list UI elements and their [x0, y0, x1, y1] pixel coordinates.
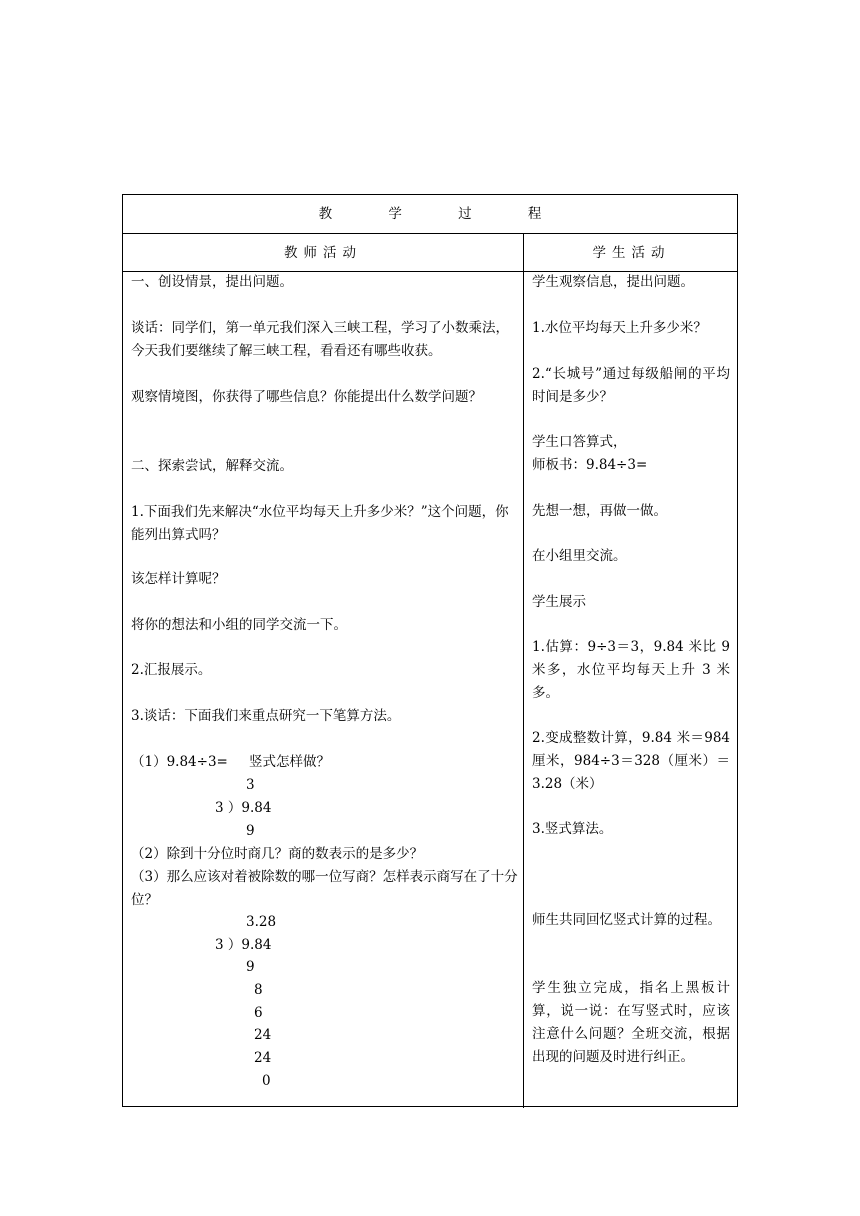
student-think-first: 先想一想，再做一做。 [532, 503, 667, 519]
teacher-question-3: （3）那么应该对着被除数的哪一位写商？怎样表示商写在了十分位？ [131, 869, 518, 908]
division-2-divisor: 3 ）9.84 [215, 937, 272, 953]
table-header-row [123, 234, 737, 272]
student-group-talk: 在小组里交流。 [532, 548, 627, 564]
teacher-section-1-heading: 一、创设情景，提出问题。 [131, 274, 293, 290]
division-2-quotient: 3.28 [246, 914, 277, 930]
column-divider [523, 234, 524, 1108]
division-2-step-5: 24 [254, 1050, 272, 1066]
student-activity-header: 学生活动 [592, 245, 671, 261]
teacher-report-step: 2.汇报展示。 [131, 662, 212, 678]
table-title: 教 学 过 程 [123, 195, 737, 234]
teacher-expr-1-question: 竖式怎样做？ [249, 754, 330, 770]
division-2-step-3: 6 [254, 1005, 263, 1021]
student-recall: 师生共同回忆竖式计算的过程。 [532, 912, 721, 928]
teacher-activity-header: 教师活动 [284, 245, 362, 261]
teacher-intro-talk: 谈话：同学们，第一单元我们深入三峡工程，学习了小数乘法，今天我们要继续了解三峡工程，看看还有哪些收获。 [131, 320, 509, 359]
teacher-discuss-prompt: 将你的想法和小组的同学交流一下。 [131, 617, 347, 633]
student-question-2: 2.“长城号”通过每级船闸的平均时间是多少？ [532, 366, 730, 405]
division-2-step-1: 9 [246, 959, 255, 975]
student-integer-method: 2.变成整数计算，9.84 米＝984 厘米，984÷3＝328（厘米）＝3.28（米） [532, 730, 730, 792]
student-board-expr: 师板书：9.84÷3= [532, 457, 648, 473]
division-2-remainder: 0 [262, 1073, 271, 1089]
teaching-process-table [122, 194, 738, 1107]
teacher-how-to-calc: 该怎样计算呢？ [131, 571, 226, 587]
teacher-question-2: （2）除到十分位时商几？商的数表示的是多少？ [131, 846, 424, 862]
division-1-quotient: 3 [246, 777, 255, 793]
student-show: 学生展示 [532, 594, 586, 610]
student-vertical-method: 3.竖式算法。 [532, 821, 613, 837]
teacher-observe-prompt: 观察情境图，你获得了哪些信息？你能提出什么数学问题？ [131, 389, 482, 405]
teacher-section-2-heading: 二、探索尝试，解释交流。 [131, 458, 293, 474]
student-independent-work: 学生独立完成，指名上黑板计算，说一说：在写竖式时，应该注意什么问题？全班交流，根据出现的问题及时进行纠正。 [532, 980, 730, 1065]
teacher-focus-talk: 3.谈话：下面我们来重点研究一下笔算方法。 [131, 708, 401, 724]
student-estimate: 1.估算：9÷3＝3，9.84 米比 9 米多，水位平均每天上升 3 米多。 [532, 639, 730, 701]
division-1-step: 9 [246, 823, 255, 839]
division-2-step-4: 24 [254, 1027, 272, 1043]
student-oral-expr: 学生口答算式， [532, 434, 627, 450]
teacher-question-1: 1.下面我们先来解决“水位平均每天上升多少米？”这个问题，你能列出算式吗？ [131, 504, 509, 543]
student-question-1: 1.水位平均每天上升多少米？ [532, 320, 707, 336]
division-1-divisor: 3 ）9.84 [215, 800, 272, 816]
teacher-expr-1: （1）9.84÷3= [131, 754, 228, 770]
division-2-step-2: 8 [254, 982, 263, 998]
student-observe: 学生观察信息，提出问题。 [532, 274, 694, 290]
